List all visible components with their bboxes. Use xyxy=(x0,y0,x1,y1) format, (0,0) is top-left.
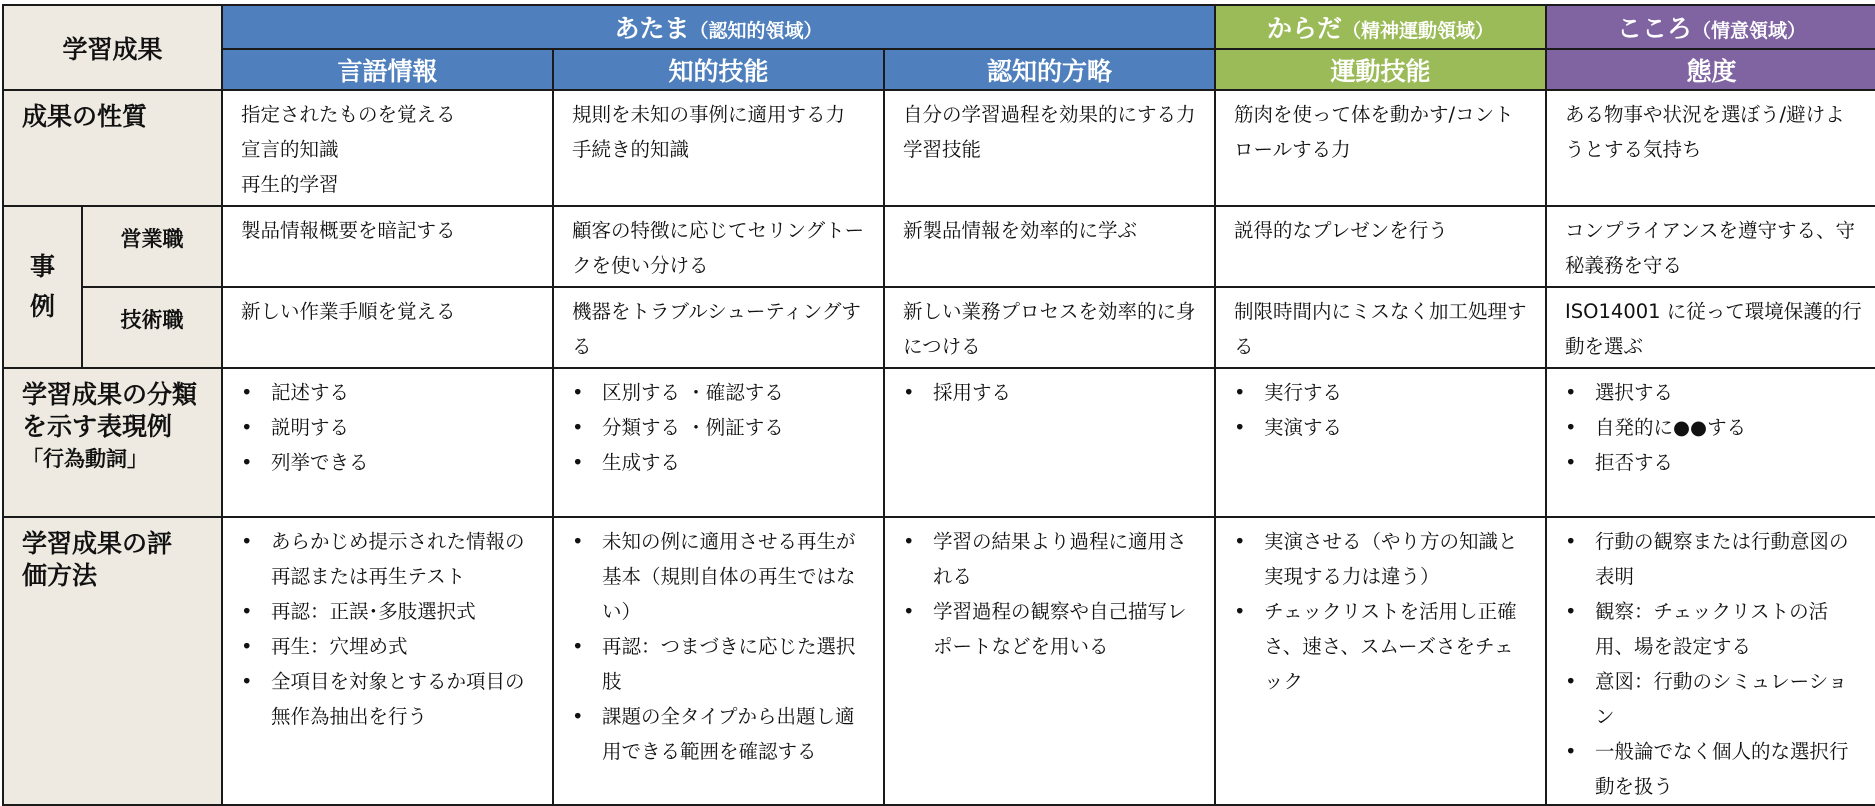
list-item: • 選択する xyxy=(1565,375,1862,410)
example-cell: 製品情報概要を暗記する xyxy=(222,206,553,287)
nature-cell xyxy=(1215,90,1546,206)
list-item: • 再認：正誤･多肢選択式 xyxy=(241,594,538,629)
verbs-cell xyxy=(884,368,1215,517)
list-item: • 記述する xyxy=(241,375,538,410)
column-header: 認知的方略 xyxy=(884,49,1215,90)
column-header: 態度 xyxy=(1546,49,1875,90)
cell-text: 筋肉を使って体を動かす/コントロールする力 xyxy=(1234,103,1514,161)
cell-text: 自分の学習過程を効果的にする力 xyxy=(903,103,1196,126)
list-item: • 再生：穴埋め式 xyxy=(241,629,538,664)
list-item: • 区別する ・確認する xyxy=(572,375,869,410)
cell-text: 規則を未知の事例に適用する力 xyxy=(572,103,846,126)
list-item: • 観察：チェックリストの活用、場を設定する xyxy=(1565,594,1862,664)
learning-outcomes-table xyxy=(2,4,1875,806)
nature-cell xyxy=(1546,90,1875,206)
list-item: • 実演させる（やり方の知識と実現する力は違う） xyxy=(1234,524,1531,594)
evaluation-cell xyxy=(553,517,884,805)
list-item: • 一般論でなく個人的な選択行動を扱う xyxy=(1565,734,1862,804)
list-item: • 採用する xyxy=(903,375,1200,410)
cell-text: ある物事や状況を選ぼう/避けようとする気持ち xyxy=(1565,103,1845,161)
nature-cell xyxy=(884,90,1215,206)
role-header-sales: 営業職 xyxy=(82,206,222,287)
example-cell: 新製品情報を効率的に学ぶ xyxy=(884,206,1215,287)
example-cell: 顧客の特徴に応じてセリングトークを使い分ける xyxy=(553,206,884,287)
example-cell: 制限時間内にミスなく加工処理する xyxy=(1215,287,1546,368)
example-cell: 説得的なプレゼンを行う xyxy=(1215,206,1546,287)
row-header-nature: 成果の性質 xyxy=(3,90,222,206)
verbs-cell xyxy=(222,368,553,517)
verbs-cell xyxy=(1546,368,1875,517)
examples-label: 事例 xyxy=(29,252,55,321)
list-item: • 自発的に●●する xyxy=(1565,410,1862,445)
column-header: 言語情報 xyxy=(222,49,553,90)
row-header-examples xyxy=(3,206,82,368)
evaluation-cell xyxy=(1546,517,1875,805)
verbs-sublabel: 「行為動詞」 xyxy=(22,447,148,471)
list-item: • 行動の観察または行動意図の表明 xyxy=(1565,524,1862,594)
example-cell: 新しい作業手順を覚える xyxy=(222,287,553,368)
row-header-evaluation xyxy=(3,517,222,805)
list-item: • チェックリストを活用し正確さ、速さ、スムーズさをチェック xyxy=(1234,594,1531,699)
group-sub-label: （精神運動領域） xyxy=(1342,20,1495,42)
cell-text: 宣言的知識 xyxy=(241,138,339,161)
cell-text: 指定されたものを覚える xyxy=(241,103,456,126)
column-header: 運動技能 xyxy=(1215,49,1546,90)
list-item: • 拒否する xyxy=(1565,445,1862,480)
list-item: • 全項目を対象とするか項目の無作為抽出を行う xyxy=(241,664,538,734)
group-header-atama xyxy=(222,5,1215,49)
nature-cell xyxy=(222,90,553,206)
list-item: • 未知の例に適用させる再生が基本（規則自体の再生ではない） xyxy=(572,524,869,629)
corner-header: 学習成果 xyxy=(3,5,222,90)
list-item: • 生成する xyxy=(572,445,869,480)
list-item: • 実行する xyxy=(1234,375,1531,410)
group-header-kokoro xyxy=(1546,5,1875,49)
group-header-karada xyxy=(1215,5,1546,49)
nature-cell xyxy=(553,90,884,206)
group-sub-label: （認知的領域） xyxy=(689,20,823,42)
list-item: • 学習の結果より過程に適用される xyxy=(903,524,1200,594)
evaluation-cell xyxy=(884,517,1215,805)
example-cell: 機器をトラブルシューティングする xyxy=(553,287,884,368)
cell-text: 学習技能 xyxy=(903,138,982,161)
cell-text: 手続き的知識 xyxy=(572,138,690,161)
list-item: • 実演する xyxy=(1234,410,1531,445)
role-header-engineering: 技術職 xyxy=(82,287,222,368)
example-cell: コンプライアンスを遵守する、守秘義務を守る xyxy=(1546,206,1875,287)
cell-text: 再生的学習 xyxy=(241,173,339,196)
group-sub-label: （情意領域） xyxy=(1692,20,1807,42)
list-item: • 説明する xyxy=(241,410,538,445)
evaluation-cell xyxy=(1215,517,1546,805)
list-item: • 学習過程の観察や自己描写レポートなどを用いる xyxy=(903,594,1200,664)
list-item: • あらかじめ提示された情報の再認または再生テスト xyxy=(241,524,538,594)
list-item: • 列挙できる xyxy=(241,445,538,480)
example-cell: 新しい業務プロセスを効率的に身につける xyxy=(884,287,1215,368)
group-main-label: あたま xyxy=(614,14,690,43)
verbs-cell xyxy=(1215,368,1546,517)
column-header: 知的技能 xyxy=(553,49,884,90)
list-item: • 分類する ・例証する xyxy=(572,410,869,445)
evaluation-label: 学習成果の評価方法 xyxy=(22,529,173,590)
verbs-cell xyxy=(553,368,884,517)
verbs-label: 学習成果の分類を示す表現例 xyxy=(22,380,198,441)
row-header-verbs xyxy=(3,368,222,517)
example-cell: ISO14001 に従って環境保護的行動を選ぶ xyxy=(1546,287,1875,368)
list-item: • 意図：行動のシミュレーション xyxy=(1565,664,1862,734)
list-item: • 課題の全タイプから出題し適用できる範囲を確認する xyxy=(572,699,869,769)
group-main-label: こころ xyxy=(1617,14,1693,43)
list-item: • 再認：つまづきに応じた選択肢 xyxy=(572,629,869,699)
group-main-label: からだ xyxy=(1267,14,1343,43)
evaluation-cell xyxy=(222,517,553,805)
